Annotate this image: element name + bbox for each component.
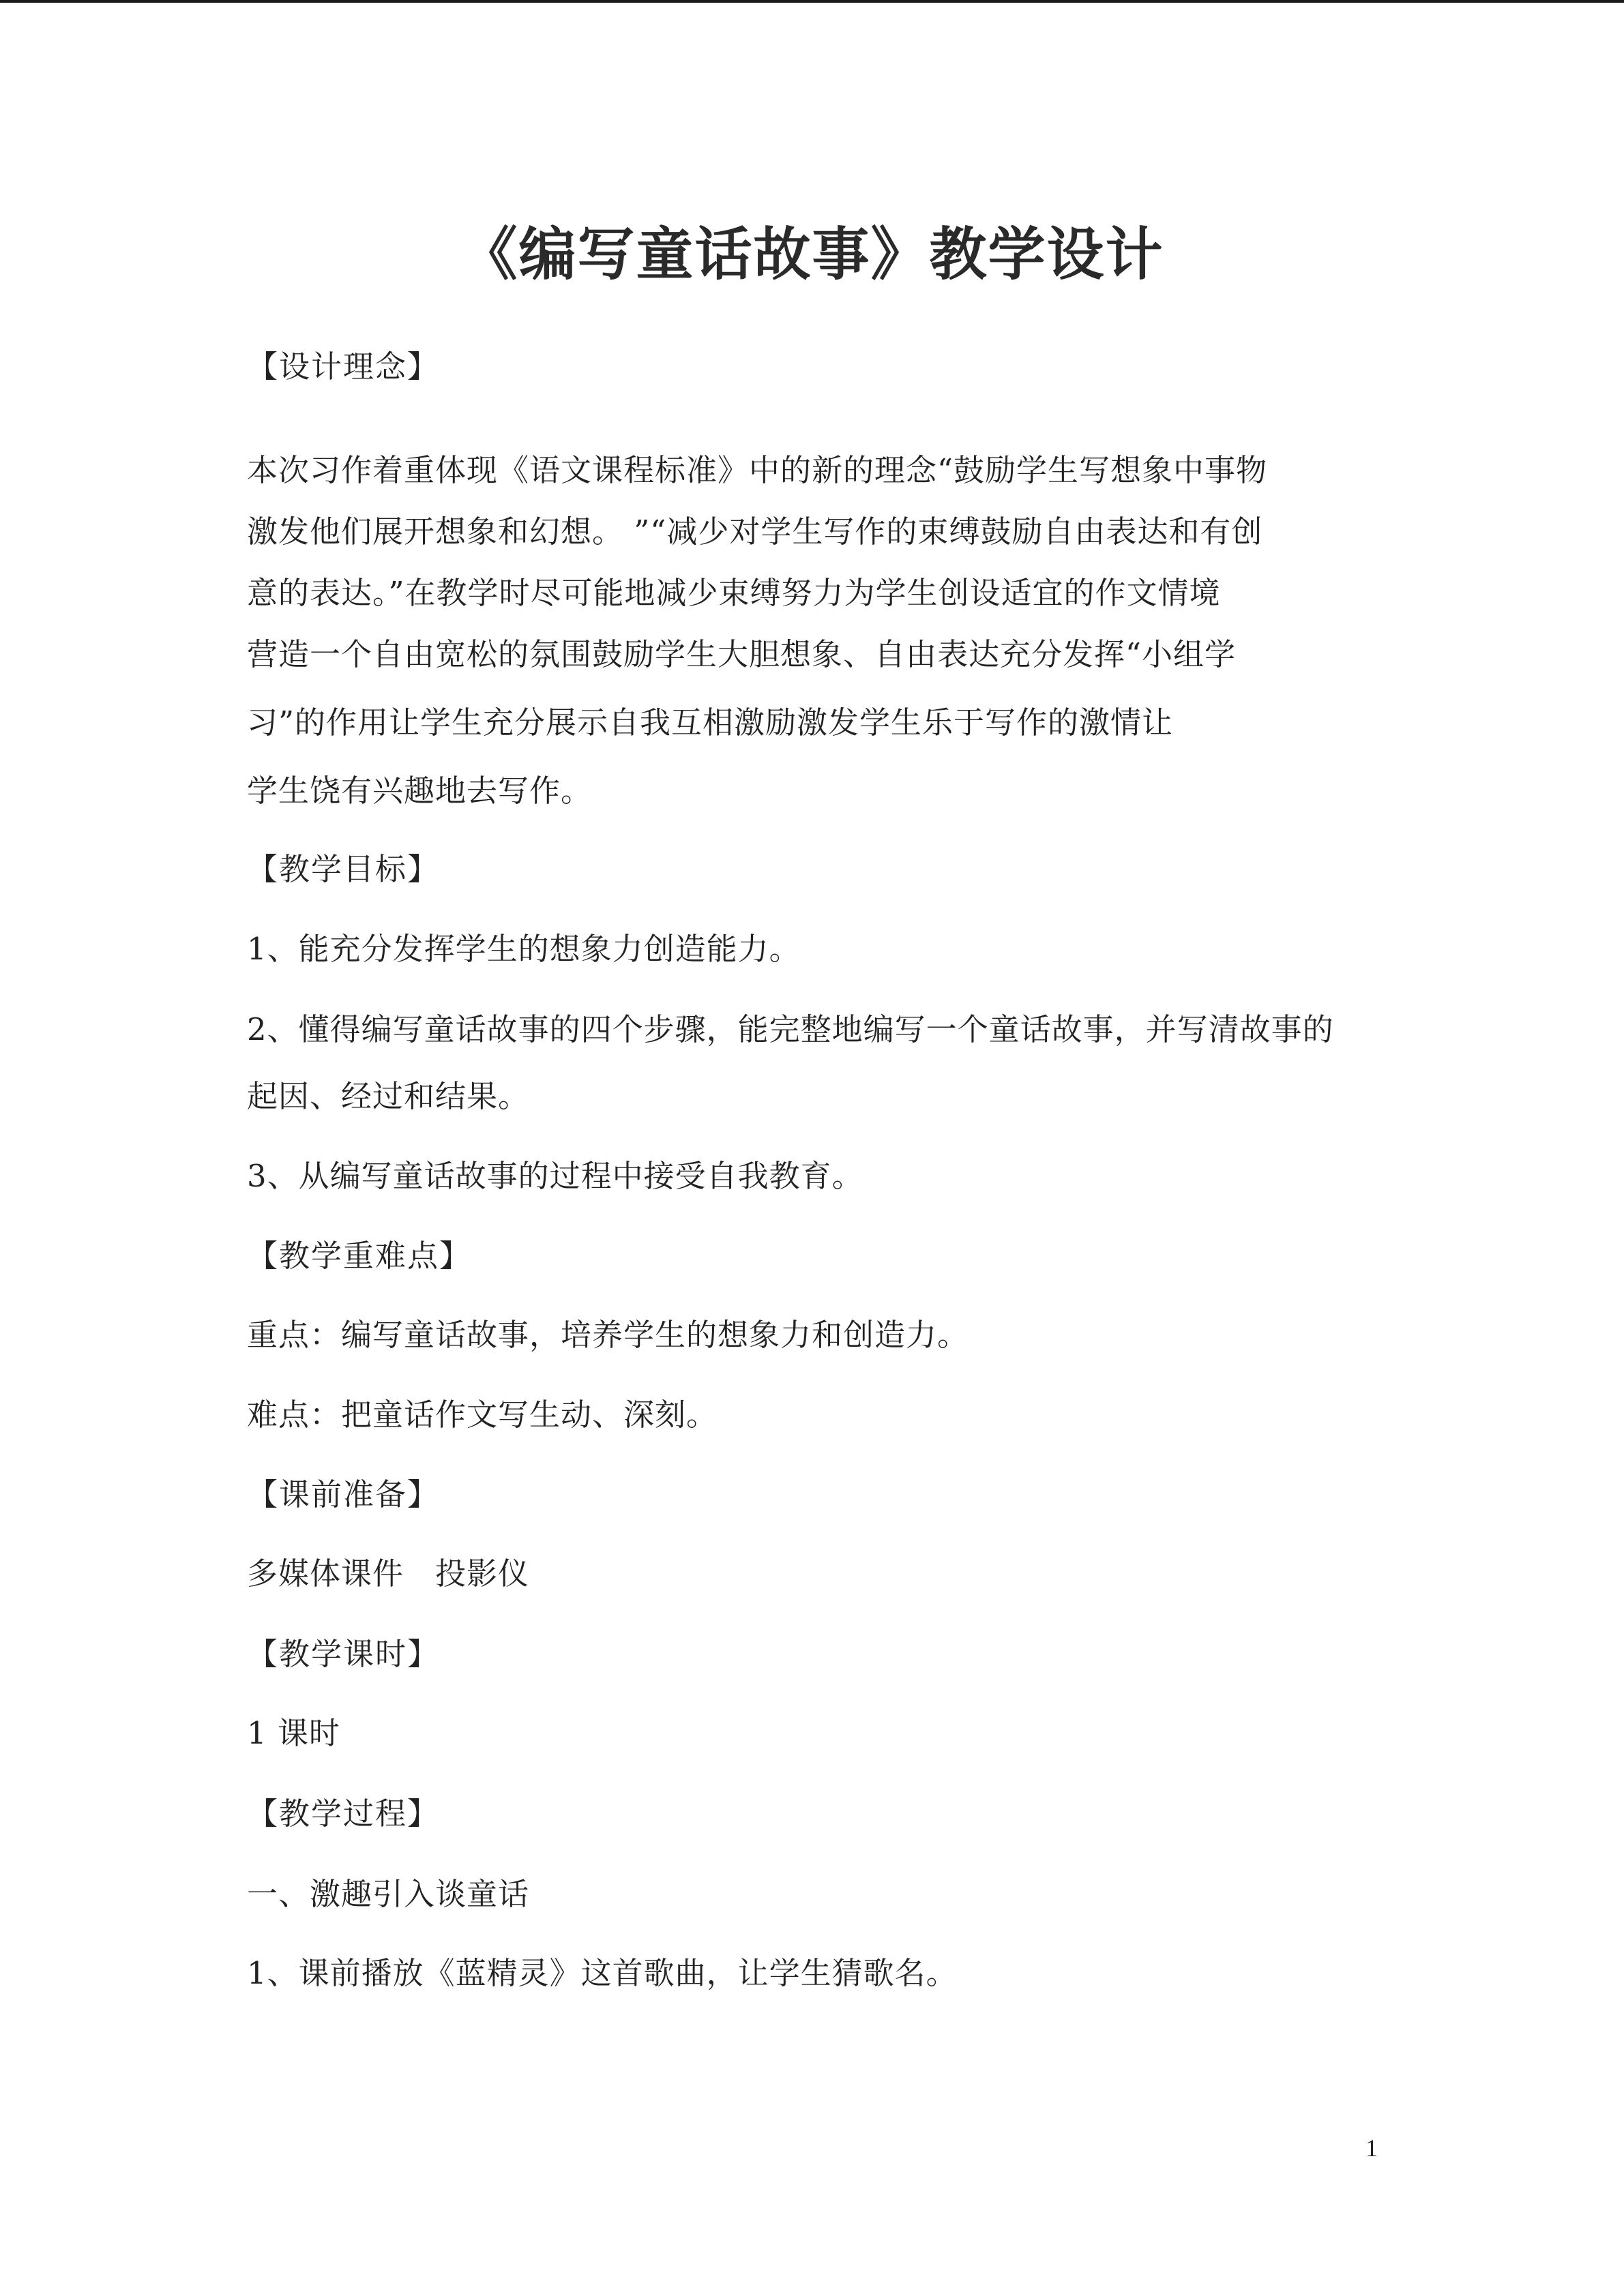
section-heading-teaching-goals: 【教学目标】: [247, 851, 440, 887]
class-hours-content: 1 课时: [247, 1715, 340, 1751]
section-heading-process: 【教学过程】: [247, 1795, 440, 1832]
paragraph-line: 本次习作着重体现《语文课程标准》中的新的理念“鼓励学生写想象中事物: [247, 452, 1268, 488]
top-border-rule: [0, 0, 1624, 3]
process-step-title: 一、激趣引入谈童话: [247, 1876, 530, 1912]
paragraph-line: 营造一个自由宽松的氛围鼓励学生大胆想象、自由表达充分发挥“小组学: [247, 636, 1237, 672]
paragraph-line: 习”的作用让学生充分展示自我互相激励激发学生乐于写作的激情让: [247, 704, 1174, 741]
paragraph-line: 意的表达。”在教学时尽可能地减少束缚努力为学生创设适宜的作文情境: [247, 575, 1221, 611]
page-title: 《编写童话故事》教学设计: [460, 221, 1164, 288]
section-heading-preparation: 【课前准备】: [247, 1476, 440, 1512]
key-point-difficulty: 难点：把童话作文写生动、深刻。: [247, 1397, 718, 1433]
list-item: 3、从编写童话故事的过程中接受自我教育。: [247, 1158, 863, 1194]
section-heading-class-hours: 【教学课时】: [247, 1636, 440, 1672]
process-step-item: 1、课前播放《蓝精灵》这首歌曲，让学生猜歌名。: [247, 1955, 958, 1991]
key-point-focus: 重点：编写童话故事，培养学生的想象力和创造力。: [247, 1317, 969, 1353]
page-number: 1: [1365, 2134, 1378, 2162]
section-heading-key-points: 【教学重难点】: [247, 1238, 472, 1274]
section-heading-design-concept: 【设计理念】: [247, 348, 440, 385]
list-item: 起因、经过和结果。: [247, 1078, 530, 1114]
paragraph-line: 激发他们展开想象和幻想。 ”“减少对学生写作的束缚鼓励自由表达和有创: [247, 513, 1263, 550]
list-item: 1、能充分发挥学生的想象力创造能力。: [247, 931, 801, 967]
list-item: 2、懂得编写童话故事的四个步骤，能完整地编写一个童话故事，并写清故事的: [247, 1011, 1334, 1047]
paragraph-line: 学生饶有兴趣地去写作。: [247, 773, 593, 809]
preparation-content: 多媒体课件 投影仪: [247, 1555, 530, 1592]
